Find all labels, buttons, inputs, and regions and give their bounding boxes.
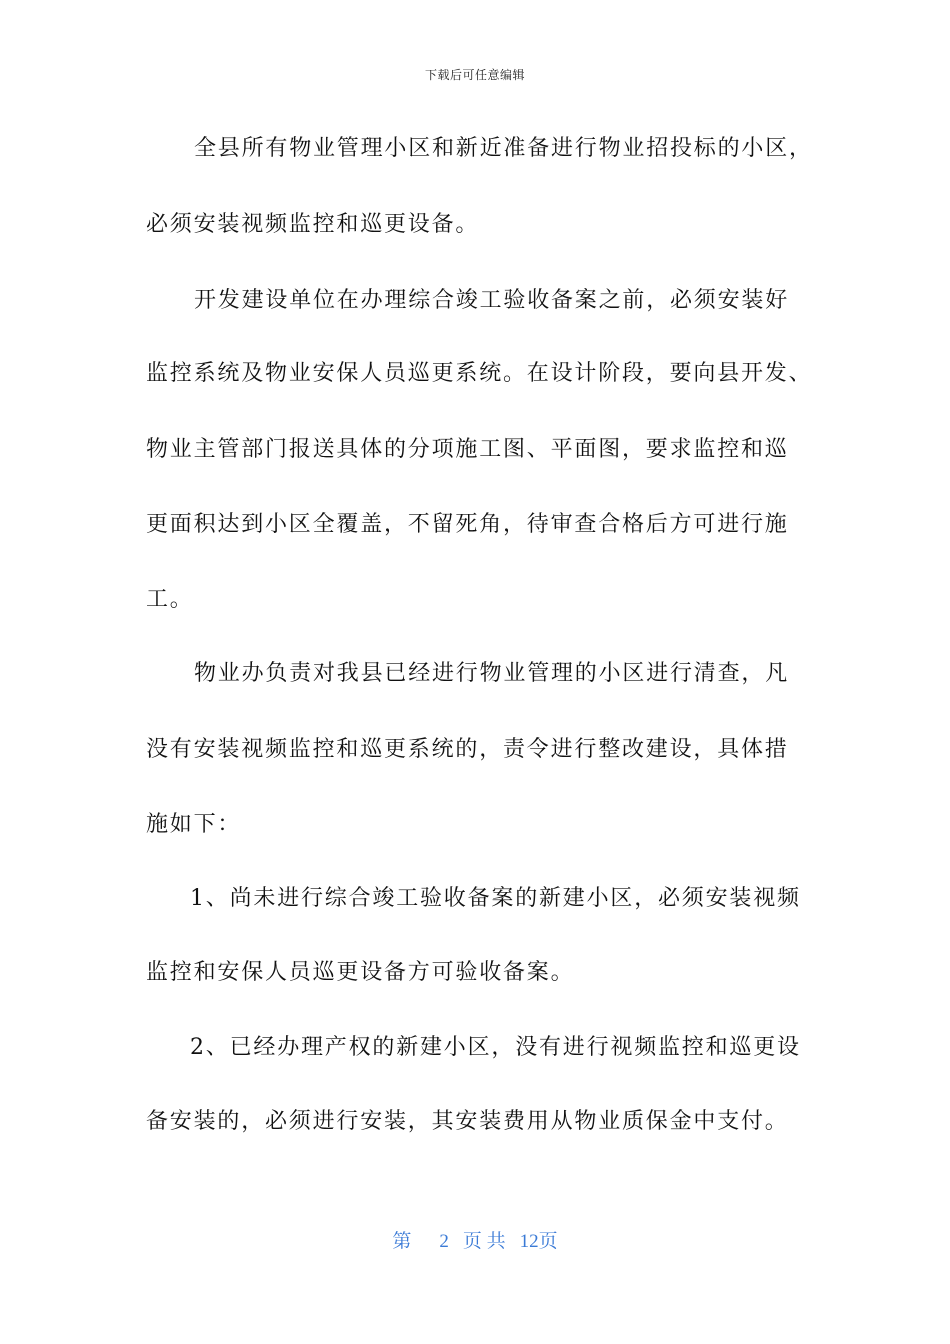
list-item-1-line-1: 1、尚未进行综合竣工验收备案的新建小区，必须安装视频 (190, 886, 801, 911)
paragraph-2-line-2: 监控系统及物业安保人员巡更系统。在设计阶段，要向县开发、 (146, 361, 813, 386)
footer-total-pages: 12 (519, 1231, 539, 1252)
paragraph-2-line-5: 工。 (146, 587, 194, 612)
footer-page-number: 2 (439, 1231, 449, 1252)
paragraph-3-line-2: 没有安装视频监控和巡更系统的，责令进行整改建设，具体措 (146, 737, 789, 762)
footer-prefix: 第 (392, 1231, 412, 1252)
paragraph-2-line-3: 物业主管部门报送具体的分项施工图、平面图，要求监控和巡 (146, 437, 789, 462)
list-item-2-line-2: 备安装的，必须进行安装，其安装费用从物业质保金中支付。 (146, 1109, 789, 1134)
list-item-2-line-1: 2、已经办理产权的新建小区，没有进行视频监控和巡更设 (190, 1035, 801, 1060)
footer-middle: 页 共 (462, 1231, 506, 1252)
download-edit-note: 下载后可任意编辑 (424, 68, 525, 82)
paragraph-3-line-1: 物业办负责对我县已经进行物业管理的小区进行清查，凡 (194, 661, 790, 686)
paragraph-2-line-1: 开发建设单位在办理综合竣工验收备案之前，必须安装好 (194, 288, 790, 313)
footer-suffix: 页 (538, 1231, 558, 1252)
paragraph-1-line-1: 全县所有物业管理小区和新近准备进行物业招投标的小区， (194, 136, 813, 161)
paragraph-1-line-2: 必须安装视频监控和巡更设备。 (146, 212, 480, 237)
page-footer (0, 1226, 950, 1253)
list-item-1-line-2: 监控和安保人员巡更设备方可验收备案。 (146, 960, 575, 985)
paragraph-3-line-3: 施如下： (146, 812, 242, 837)
paragraph-2-line-4: 更面积达到小区全覆盖，不留死角，待审查合格后方可进行施 (146, 512, 789, 537)
